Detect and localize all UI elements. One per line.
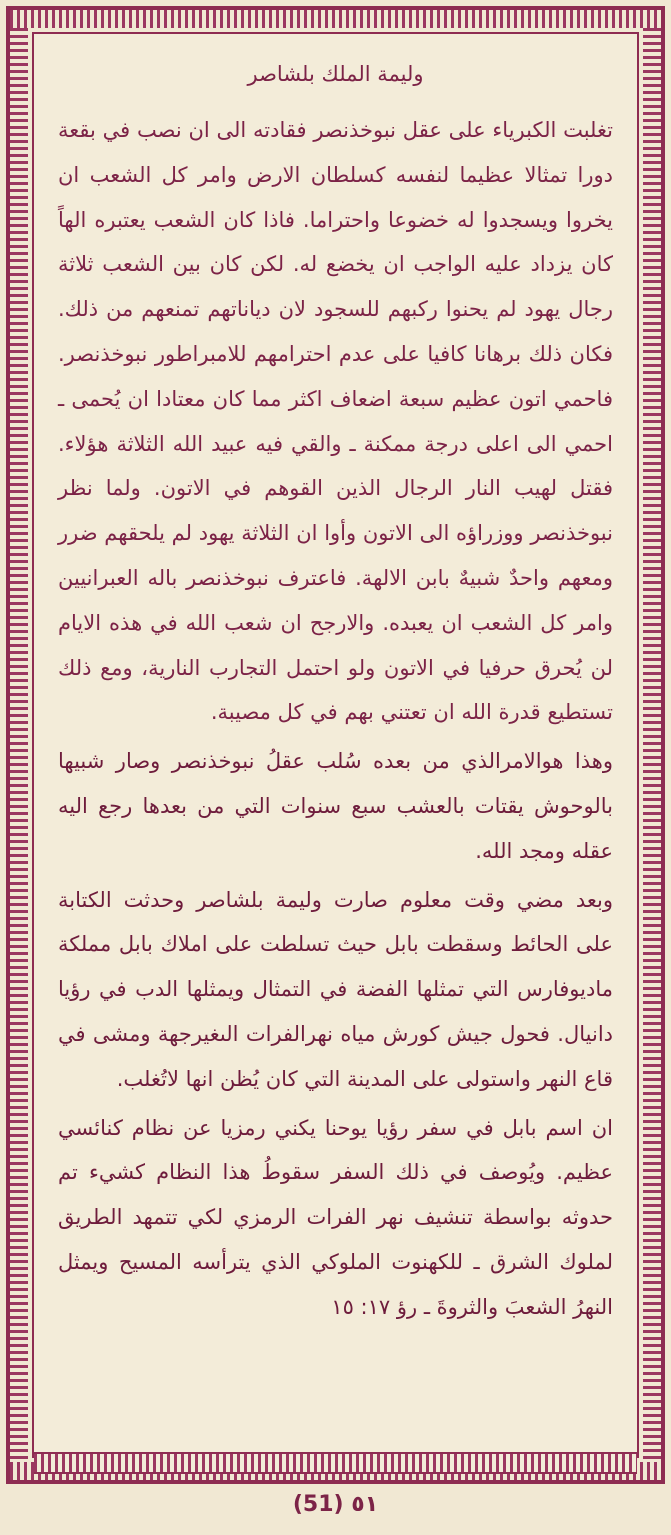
paragraph: وبعد مضي وقت معلوم صارت وليمة بلشاصر وحدثت الكتابة على الحائط وسقطت بابل حيث تسلطت على املاك بابل مملكة ماديوفارس التي تمثلها الفضة في التمثال ويمثلها الدب في رؤيا دانيال. فحول جيش كورش مياه نهرالفرات الىغيرجهة ومشى في قاع النهر واستولى على المدينة التي كان يُظن انها لاتُغلب. (58, 887, 613, 1091)
paragraph: وهذا هوالامرالذي من بعده سُلب عقلُ نبوخذنصر وصار شبيها بالوحوش يقتات بالعشب سبع سنوات التي من بعدها رجع اليه عقله ومجد الله. (58, 749, 613, 863)
ornamental-divider (34, 1452, 637, 1474)
paragraph: ان اسم بابل في سفر رؤيا يوحنا يكني رمزيا عن نظام كنائسي عظيم. ويُوصف في ذلك السفر سقوطُ هذا النظام كشيء تم حدوثه بواسطة تنشيف نهر الفرات الرمزي لكي تتمهد الطريق لملوك الشرق ـ للكهنوت الملوكي الذي يترأسه المسيح ويمثل النهرُ الشعبَ والثروةَ ـ رؤ ١٧: ١٥ (58, 1115, 613, 1319)
article (58, 54, 613, 1334)
text-panel (32, 32, 639, 1458)
paragraph: تغلبت الكبرياء على عقل نبوخذنصر فقادته الى ان نصب في بقعة دورا تمثالا عظيما لنفسه كسلطان الارض وامر كل الشعب ان يخروا ويسجدوا له خضوعا واحتراما. فاذا كان الشعب يعتبره الهاً كان يزداد عليه الواجب ان يخضع له. لكن كان بين الشعب ثلاثة رجال يهود لم يحنوا ركبهم للسجود لان دياناتهم تمنعهم من ذلك. فكان ذلك برهانا كافيا على عدم احترامهم للامبراطور نبوخذنصر. فاحمي اتون عظيم سبعة اضعاف اكثر مما كان معتادا ان يُحمى ـ احمي الى اعلى درجة ممكنة ـ والقي فيه عبيد الله الثلاثة هؤلاء. فقتل لهيب النار الرجال الذين القوهم في الاتون. ولما نظر نبوخذنصر ووزراؤه الى الاتون وأوا ان الثلاثة يهود لم يلحقهم ضرر ومعهم واحدٌ شبيهٌ بابن الالهة. فاعترف نبوخذنصر باله العبرانيين وامر كل الشعب ان يعبده. والارجح ان شعب الله في هذه الايام لن يُحرق حرفيا في الاتون ولو احتمل التجارب النارية، ومع ذلك تستطيع قدرة الله ان تعتني بهم في كل مصيبة. (58, 118, 613, 725)
page-number: (51) ٥١ (292, 1492, 379, 1517)
ornamental-border (6, 6, 665, 1484)
article-title: وليمة الملك بلشاصر (247, 62, 424, 86)
